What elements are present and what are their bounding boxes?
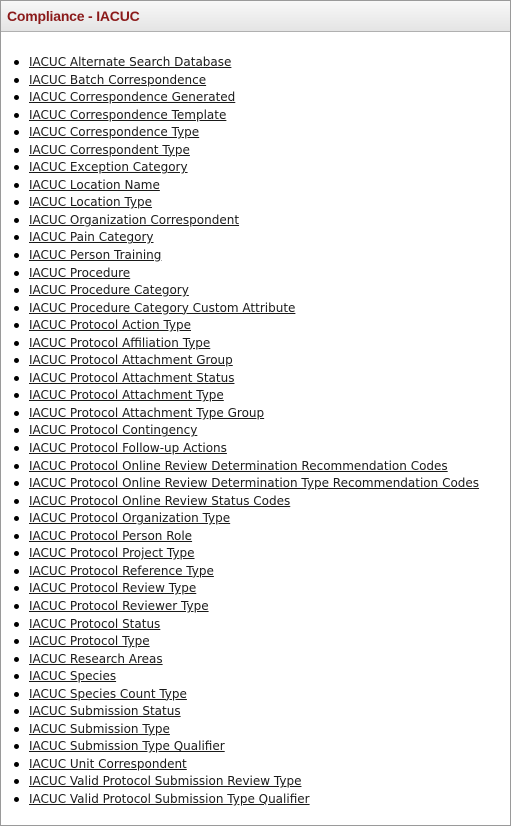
list-item <box>1 650 510 668</box>
list-item <box>1 667 510 685</box>
maintenance-link[interactable]: IACUC Valid Protocol Submission Review Type <box>29 774 302 789</box>
maintenance-link[interactable]: IACUC Protocol Organization Type <box>29 511 231 526</box>
maintenance-link[interactable]: IACUC Pain Category <box>29 230 154 245</box>
maintenance-link[interactable]: IACUC Exception Category <box>29 160 188 175</box>
bullet-icon <box>14 551 19 556</box>
bullet-icon <box>14 464 19 469</box>
maintenance-link[interactable]: IACUC Protocol Attachment Type Group <box>29 405 265 420</box>
list-item <box>1 597 510 615</box>
bullet-icon <box>14 428 19 433</box>
maintenance-link[interactable]: IACUC Correspondence Generated <box>29 90 236 105</box>
bullet-icon <box>14 762 19 767</box>
maintenance-link[interactable]: IACUC Protocol Affiliation Type <box>29 335 211 350</box>
bullet-icon <box>14 148 19 153</box>
bullet-icon <box>14 253 19 258</box>
maintenance-link[interactable]: IACUC Protocol Contingency <box>29 423 198 438</box>
list-item <box>1 509 510 527</box>
maintenance-link[interactable]: IACUC Protocol Status <box>29 616 161 631</box>
maintenance-link[interactable]: IACUC Research Areas <box>29 651 163 666</box>
bullet-icon <box>14 341 19 346</box>
maintenance-link[interactable]: IACUC Batch Correspondence <box>29 72 207 87</box>
maintenance-link[interactable]: IACUC Unit Correspondent <box>29 756 187 771</box>
panel-header <box>1 1 510 32</box>
maintenance-link[interactable]: IACUC Correspondence Template <box>29 107 227 122</box>
list-item <box>1 106 510 124</box>
bullet-icon <box>14 604 19 609</box>
maintenance-link[interactable]: IACUC Procedure Category <box>29 283 189 298</box>
maintenance-link[interactable]: IACUC Protocol Action Type <box>29 318 192 333</box>
bullet-icon <box>14 727 19 732</box>
maintenance-link[interactable]: IACUC Correspondent Type <box>29 142 190 157</box>
list-item <box>1 211 510 229</box>
bullet-icon <box>14 569 19 574</box>
bullet-icon <box>14 183 19 188</box>
maintenance-link[interactable]: IACUC Procedure Category Custom Attribute <box>29 300 296 315</box>
maintenance-link[interactable]: IACUC Protocol Reviewer Type <box>29 598 209 613</box>
bullet-icon <box>14 95 19 100</box>
list-item <box>1 632 510 650</box>
bullet-icon <box>14 586 19 591</box>
list-item <box>1 544 510 562</box>
list-item <box>1 790 510 808</box>
list-item <box>1 474 510 492</box>
bullet-icon <box>14 323 19 328</box>
list-item <box>1 369 510 387</box>
list-item <box>1 579 510 597</box>
list-item <box>1 720 510 738</box>
bullet-icon <box>14 288 19 293</box>
list-item <box>1 492 510 510</box>
list-item <box>1 702 510 720</box>
list-item <box>1 685 510 703</box>
bullet-icon <box>14 130 19 135</box>
list-item <box>1 246 510 264</box>
bullet-icon <box>14 692 19 697</box>
maintenance-link[interactable]: IACUC Protocol Reference Type <box>29 563 214 578</box>
maintenance-link[interactable]: IACUC Protocol Attachment Type <box>29 388 224 403</box>
bullet-icon <box>14 200 19 205</box>
maintenance-link[interactable]: IACUC Alternate Search Database <box>29 55 232 69</box>
list-item <box>1 457 510 475</box>
maintenance-link[interactable]: IACUC Valid Protocol Submission Type Qualifier <box>29 791 310 806</box>
bullet-icon <box>14 306 19 311</box>
list-item <box>1 176 510 194</box>
list-item <box>1 123 510 141</box>
maintenance-link[interactable]: IACUC Submission Type <box>29 721 170 736</box>
bullet-icon <box>14 744 19 749</box>
list-item <box>1 228 510 246</box>
list-item <box>1 404 510 422</box>
list-item <box>1 71 510 89</box>
bullet-icon <box>14 481 19 486</box>
list-item <box>1 351 510 369</box>
maintenance-link[interactable]: IACUC Protocol Project Type <box>29 546 195 561</box>
list-item <box>1 299 510 317</box>
bullet-icon <box>14 674 19 679</box>
bullet-icon <box>14 235 19 240</box>
bullet-icon <box>14 499 19 504</box>
maintenance-link[interactable]: IACUC Organization Correspondent <box>29 212 240 227</box>
list-item <box>1 88 510 106</box>
maintenance-link[interactable]: IACUC Person Training <box>29 248 162 263</box>
maintenance-link[interactable]: IACUC Procedure <box>29 265 131 280</box>
bullet-icon <box>14 797 19 802</box>
maintenance-link[interactable]: IACUC Location Name <box>29 177 160 192</box>
maintenance-link[interactable]: IACUC Location Type <box>29 195 153 210</box>
bullet-icon <box>14 113 19 118</box>
maintenance-link[interactable]: IACUC Species Count Type <box>29 686 187 701</box>
bullet-icon <box>14 411 19 416</box>
bullet-icon <box>14 358 19 363</box>
list-item <box>1 527 510 545</box>
panel-title: Compliance - IACUC <box>7 8 140 24</box>
list-item <box>1 264 510 282</box>
maintenance-link[interactable]: IACUC Protocol Type <box>29 634 150 649</box>
link-list <box>1 53 510 808</box>
list-item <box>1 737 510 755</box>
list-item <box>1 615 510 633</box>
bullet-icon <box>14 218 19 223</box>
maintenance-link[interactable]: IACUC Correspondence Type <box>29 125 200 140</box>
maintenance-link[interactable]: IACUC Protocol Person Role <box>29 528 193 543</box>
list-item <box>1 193 510 211</box>
list-item <box>1 158 510 176</box>
bullet-icon <box>14 60 19 65</box>
bullet-icon <box>14 446 19 451</box>
maintenance-link[interactable]: IACUC Protocol Review Type <box>29 581 197 596</box>
list-item <box>1 562 510 580</box>
maintenance-link[interactable]: IACUC Species <box>29 669 117 684</box>
bullet-icon <box>14 622 19 627</box>
maintenance-link[interactable]: IACUC Protocol Online Review Status Codes <box>29 493 291 508</box>
maintenance-link[interactable]: IACUC Protocol Attachment Group <box>29 353 233 368</box>
bullet-icon <box>14 516 19 521</box>
list-item <box>1 53 510 71</box>
bullet-icon <box>14 376 19 381</box>
bullet-icon <box>14 165 19 170</box>
bullet-icon <box>14 78 19 83</box>
list-item <box>1 386 510 404</box>
bullet-icon <box>14 709 19 714</box>
bullet-icon <box>14 779 19 784</box>
maintenance-link[interactable]: IACUC Protocol Follow-up Actions <box>29 441 227 456</box>
list-item <box>1 421 510 439</box>
bullet-icon <box>14 534 19 539</box>
list-item <box>1 439 510 457</box>
list-item <box>1 281 510 299</box>
maintenance-link[interactable]: IACUC Protocol Online Review Determination Type Recommendation Codes <box>29 476 480 491</box>
bullet-icon <box>14 657 19 662</box>
list-item <box>1 772 510 790</box>
list-item <box>1 141 510 159</box>
maintenance-link[interactable]: IACUC Protocol Online Review Determination Recommendation Codes <box>29 458 448 473</box>
bullet-icon <box>14 393 19 398</box>
bullet-icon <box>14 271 19 276</box>
maintenance-link[interactable]: IACUC Protocol Attachment Status <box>29 370 235 385</box>
bullet-icon <box>14 639 19 644</box>
maintenance-link[interactable]: IACUC Submission Status <box>29 704 181 719</box>
list-item <box>1 316 510 334</box>
list-item <box>1 755 510 773</box>
list-item <box>1 334 510 352</box>
maintenance-link[interactable]: IACUC Submission Type Qualifier <box>29 739 225 754</box>
